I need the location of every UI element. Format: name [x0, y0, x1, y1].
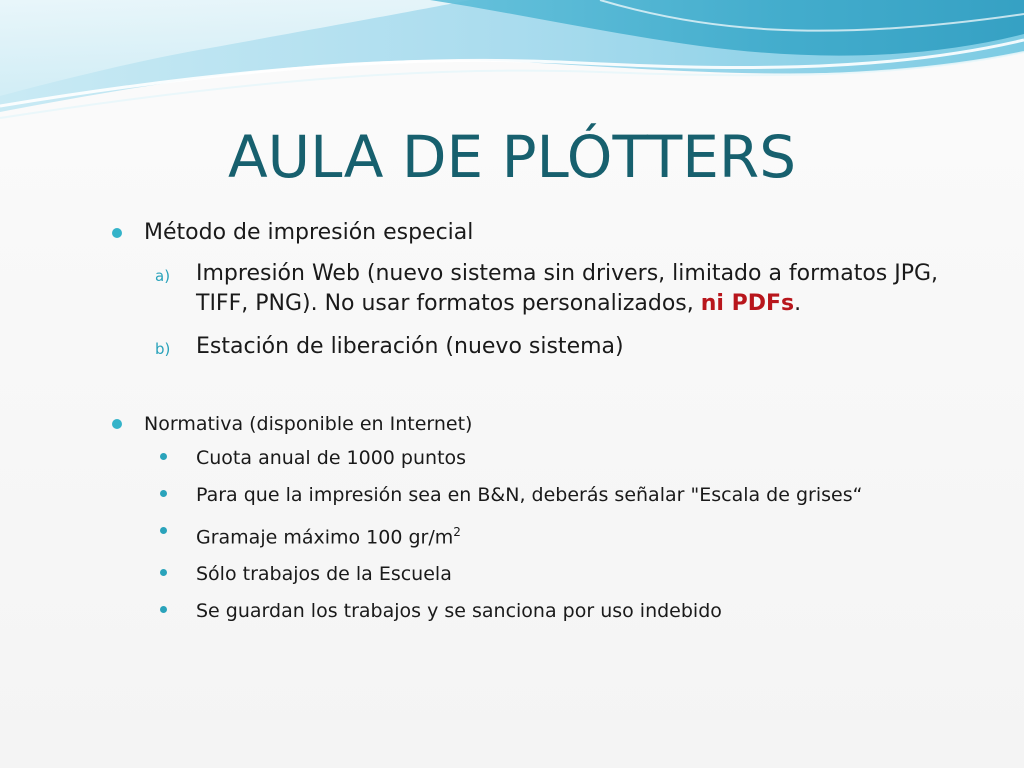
list-item-text: Método de impresión especial: [144, 220, 474, 245]
list-subitem-text: Impresión Web (nuevo sistema sin drivers, limitado a formatos JPG, TIFF, PNG). No usar formatos personalizados,: [196, 261, 939, 316]
list-subitem: [110, 598, 940, 624]
list-subitem-text: Cuota anual de 1000 puntos: [196, 447, 467, 469]
bullet-icon: [160, 453, 167, 460]
bullet-list: [110, 218, 940, 624]
list-subitem: [110, 561, 940, 587]
bullet-icon: [160, 606, 167, 613]
bullet-icon: [112, 419, 122, 429]
list-marker: b): [155, 340, 171, 358]
highlight-text: ni PDFs: [700, 291, 795, 316]
list-subitem-text: Para que la impresión sea en B&N, deberás señalar "Escala de grises“: [196, 484, 863, 506]
list-subitem-text: Gramaje máximo 100 gr/m: [196, 526, 454, 549]
bullet-icon: [160, 569, 167, 576]
bullet-icon: [160, 527, 167, 534]
list-subitem-text: Se guardan los trabajos y se sanciona por uso indebido: [196, 600, 722, 623]
list-subitem: [110, 332, 940, 362]
list-item: [110, 218, 940, 248]
list-subitem: [110, 259, 940, 319]
list-subitem: [110, 482, 940, 508]
list-subitem: [110, 519, 940, 550]
slide-title: AULA DE PLÓTTERS: [227, 123, 797, 191]
list-subitem: [110, 445, 940, 471]
bullet-icon: [112, 228, 122, 238]
wave-banner-decoration: [0, 0, 1024, 140]
list-item-text: Normativa (disponible en Internet): [144, 413, 473, 435]
list-subitem-text: Sólo trabajos de la Escuela: [196, 563, 452, 586]
superscript: 2: [453, 525, 461, 539]
bullet-icon: [160, 490, 167, 497]
list-subitem-text-end: .: [794, 291, 802, 316]
list-subitem-text: Estación de liberación (nuevo sistema): [196, 334, 624, 359]
list-item: [110, 409, 940, 439]
list-marker: a): [155, 267, 171, 285]
